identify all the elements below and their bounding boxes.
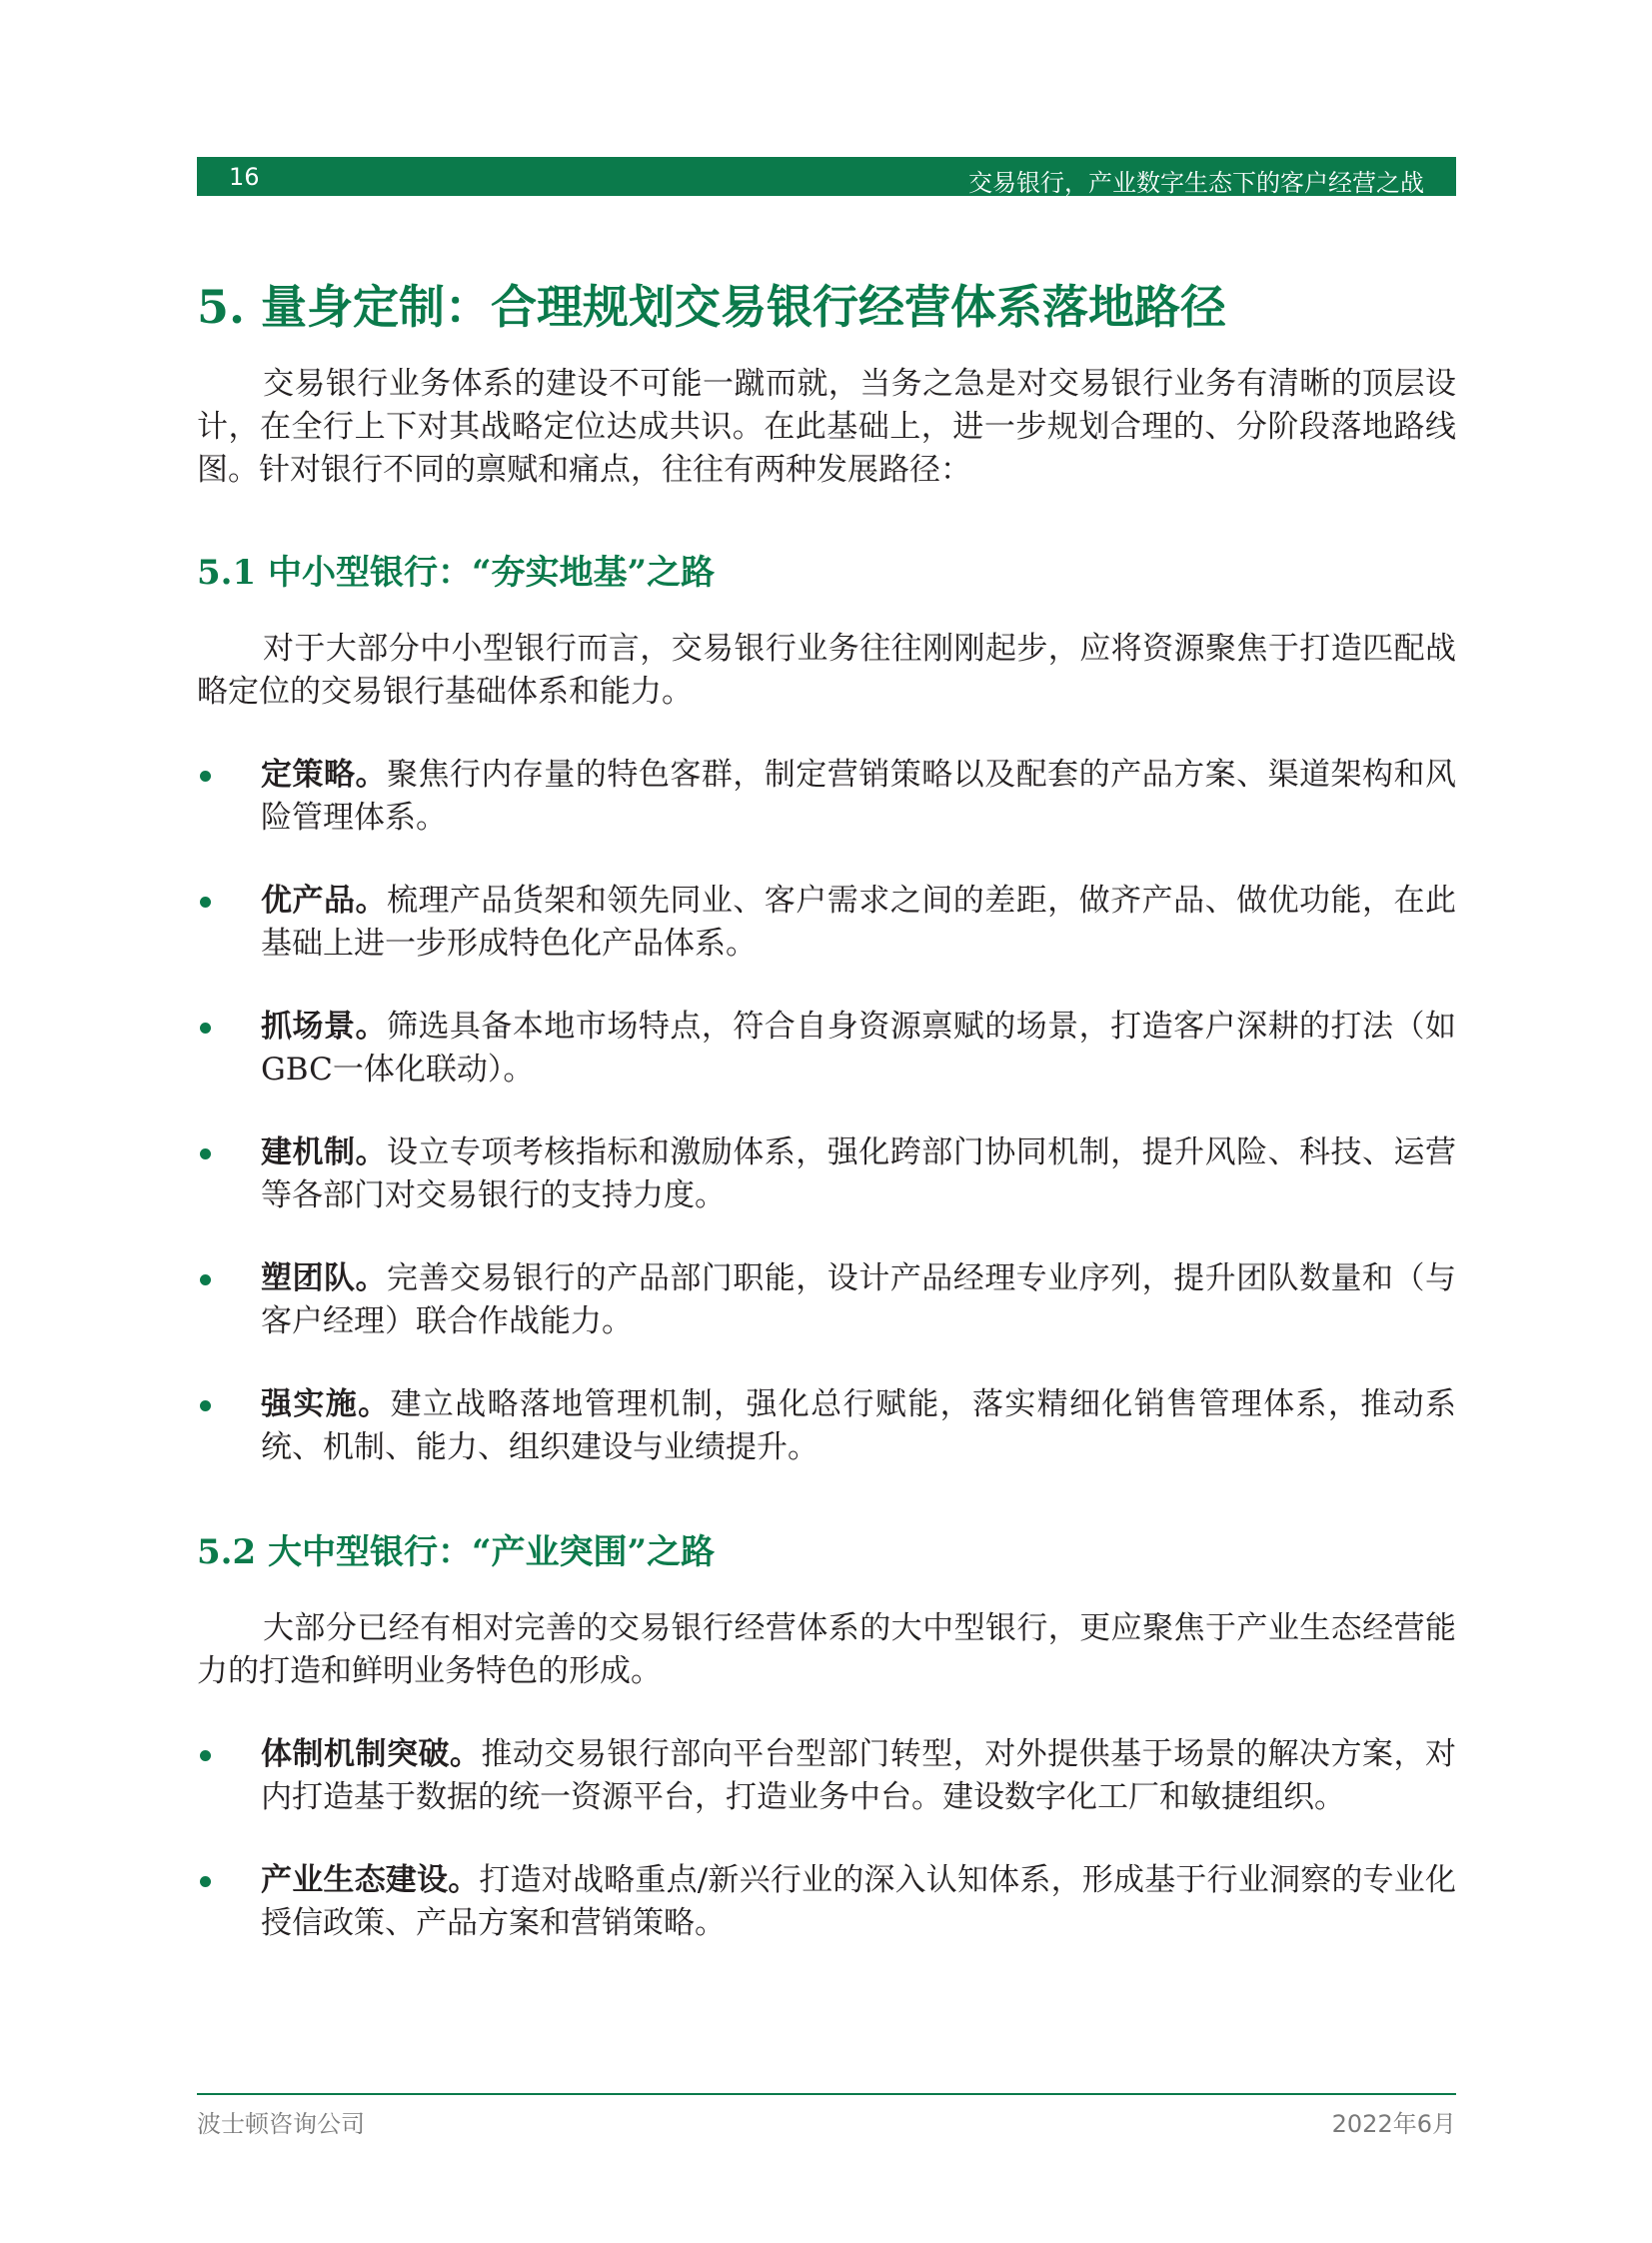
list-item bbox=[197, 1383, 1456, 1469]
list-item-term: 建机制。 bbox=[261, 1134, 387, 1170]
page-number: 16 bbox=[229, 163, 260, 191]
footer-company: 波士顿咨询公司 bbox=[197, 2110, 365, 2138]
list-item bbox=[197, 1859, 1456, 1945]
section-intro: 交易银行业务体系的建设不可能一蹴而就，当务之急是对交易银行业务有清晰的顶层设计，在全行上下对其战略定位达成共识。在此基础上，进一步规划合理的、分阶段落地路线图。针对银行不同的禀赋和痛点，往往有两种发展路径： bbox=[197, 366, 1456, 488]
bullet-icon bbox=[200, 1400, 211, 1411]
section-title: 5. 量身定制：合理规划交易银行经营体系落地路径 bbox=[197, 280, 1227, 334]
list-item bbox=[197, 1131, 1456, 1217]
list-item-term: 定策略。 bbox=[261, 757, 387, 793]
list-item bbox=[197, 754, 1456, 840]
list-item-term: 体制机制突破。 bbox=[261, 1736, 482, 1772]
subsection-1-list bbox=[197, 754, 1456, 1469]
subsection-2-title: 5.2 大中型银行：“产业突围”之路 bbox=[197, 1532, 716, 1572]
list-item bbox=[197, 1733, 1456, 1819]
list-item-text: 设立专项考核指标和激励体系，强化跨部门协同机制，提升风险、科技、运营等各部门对交易银行的支持力度。 bbox=[261, 1134, 1457, 1213]
bullet-icon bbox=[200, 1274, 211, 1285]
footer-divider bbox=[197, 2093, 1456, 2095]
subsection-1-intro: 对于大部分中小型银行而言，交易银行业务往往刚刚起步，应将资源聚焦于打造匹配战略定位的交易银行基础体系和能力。 bbox=[197, 631, 1456, 710]
report-title: 交易银行，产业数字生态下的客户经营之战 bbox=[968, 169, 1424, 197]
list-item-term: 优产品。 bbox=[261, 883, 387, 919]
list-item-term: 塑团队。 bbox=[261, 1260, 387, 1296]
bullet-icon bbox=[200, 1023, 211, 1034]
main-content bbox=[197, 275, 1456, 1985]
subsection-2-intro: 大部分已经有相对完善的交易银行经营体系的大中型银行，更应聚焦于产业生态经营能力的打造和鲜明业务特色的形成。 bbox=[197, 1610, 1456, 1689]
list-item-text: 完善交易银行的产品部门职能，设计产品经理专业序列，提升团队数量和（与客户经理）联合作战能力。 bbox=[261, 1260, 1457, 1339]
list-item-text: 打造对战略重点/新兴行业的深入认知体系，形成基于行业洞察的专业化授信政策、产品方案和营销策略。 bbox=[261, 1862, 1456, 1941]
bullet-icon bbox=[200, 1750, 211, 1761]
list-item-text: 聚焦行内存量的特色客群，制定营销策略以及配套的产品方案、渠道架构和风险管理体系。 bbox=[261, 757, 1457, 836]
list-item-text: 推动交易银行部向平台型部门转型，对外提供基于场景的解决方案，对内打造基于数据的统一资源平台，打造业务中台。建设数字化工厂和敏捷组织。 bbox=[261, 1736, 1456, 1815]
list-item bbox=[197, 880, 1456, 966]
bullet-icon bbox=[200, 1876, 211, 1887]
page-header-bar bbox=[197, 157, 1456, 196]
list-item bbox=[197, 1006, 1456, 1092]
subsection-1-title: 5.1 中小型银行：“夯实地基”之路 bbox=[197, 553, 716, 593]
list-item-term: 产业生态建设。 bbox=[261, 1862, 480, 1898]
footer-date: 2022年6月 bbox=[1331, 2110, 1456, 2138]
subsection-2-list bbox=[197, 1733, 1456, 1945]
list-item-term: 抓场景。 bbox=[261, 1009, 387, 1045]
bullet-icon bbox=[200, 1148, 211, 1159]
list-item-text: 筛选具备本地市场特点，符合自身资源禀赋的场景，打造客户深耕的打法（如GBC一体化联动）。 bbox=[261, 1009, 1457, 1088]
list-item-text: 梳理产品货架和领先同业、客户需求之间的差距，做齐产品、做优功能，在此基础上进一步形成特色化产品体系。 bbox=[261, 883, 1457, 962]
bullet-icon bbox=[200, 897, 211, 908]
list-item bbox=[197, 1257, 1456, 1343]
list-item-term: 强实施。 bbox=[261, 1386, 391, 1422]
list-item-text: 建立战略落地管理机制，强化总行赋能，落实精细化销售管理体系，推动系统、机制、能力、组织建设与业绩提升。 bbox=[261, 1386, 1457, 1465]
bullet-icon bbox=[200, 771, 211, 782]
